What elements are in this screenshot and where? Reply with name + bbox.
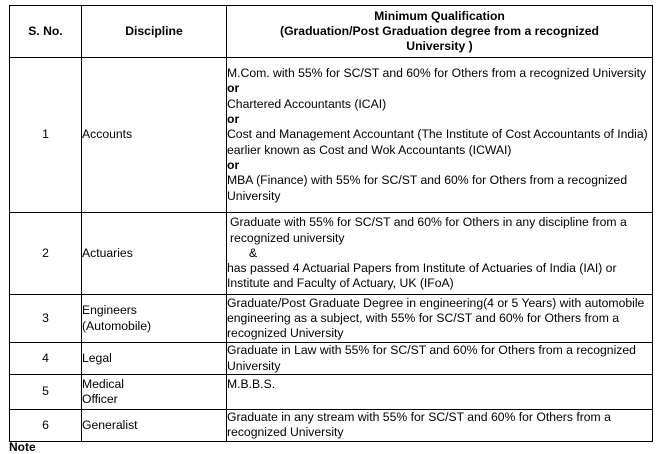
row-discipline: Legal	[82, 343, 227, 375]
discipline-line: Medical	[82, 376, 124, 391]
row-discipline: Actuaries	[82, 213, 227, 295]
qualification-line: Graduate with 55% for SC/ST and 60% for Others in any discipline from a recognized university	[230, 215, 627, 245]
table-row	[10, 375, 653, 410]
qualification-line: Chartered Accountants (ICAI)	[227, 96, 387, 111]
row-sno: 2	[10, 213, 82, 295]
row-qualification: Graduate in any stream with 55% for SC/ST and 60% for Others from a recognized University	[227, 410, 653, 442]
and-separator: &	[249, 245, 258, 260]
row-sno: 1	[10, 58, 82, 213]
row-discipline: Accounts	[82, 58, 227, 213]
header-qualification-sub2: University )	[406, 39, 473, 54]
row-discipline	[82, 375, 227, 410]
discipline-line: (Automobile)	[82, 318, 152, 333]
row-discipline: Generalist	[82, 410, 227, 442]
row-discipline	[82, 295, 227, 343]
table-row	[10, 343, 653, 375]
row-qualification: M.B.B.S.	[227, 375, 653, 410]
row-qualification	[227, 58, 653, 213]
discipline-line: Officer	[82, 392, 118, 406]
qualification-line: Cost and Management Accountant (The Institute of Cost Accountants of India) earlier known as Cost and Wok Accountants (ICWAI)	[227, 127, 648, 157]
header-qualification-sub1: (Graduation/Post Graduation degree from a recognized	[280, 23, 599, 38]
header-qualification	[227, 6, 653, 58]
or-separator: or	[227, 112, 240, 127]
table-row	[10, 213, 653, 295]
header-discipline: Discipline	[82, 6, 227, 58]
row-sno: 4	[10, 343, 82, 375]
row-qualification	[227, 213, 653, 295]
qualification-line: MBA (Finance) with 55% for SC/ST and 60% for Others from a recognized University	[227, 173, 628, 203]
row-sno: 5	[10, 375, 82, 410]
note-label: Note	[9, 440, 36, 454]
or-separator: or	[227, 157, 240, 172]
table-row	[10, 410, 653, 442]
qualification-table	[9, 5, 653, 442]
qualification-line: has passed 4 Actuarial Papers from Institute of Actuaries of India (IAI) or Institute and Faculty of Actuary, UK (IFoA)	[227, 261, 617, 291]
table-row	[10, 295, 653, 343]
header-sno: S. No.	[10, 6, 82, 58]
or-separator: or	[227, 81, 240, 96]
discipline-line: Engineers	[82, 303, 137, 318]
qualification-line: M.Com. with 55% for SC/ST and 60% for Others from a recognized University	[227, 66, 647, 81]
row-sno: 3	[10, 295, 82, 343]
row-qualification: Graduate in Law with 55% for SC/ST and 60% for Others from a recognized University	[227, 343, 653, 375]
header-qualification-title: Minimum Qualification	[374, 8, 505, 23]
table-row	[10, 58, 653, 213]
row-sno: 6	[10, 410, 82, 442]
row-qualification: Graduate/Post Graduate Degree in engineering(4 or 5 Years) with automobile engineering as a subject, with 55% for SC/ST and 60% for Others from a recognized University	[227, 295, 653, 343]
header-row	[10, 6, 653, 58]
